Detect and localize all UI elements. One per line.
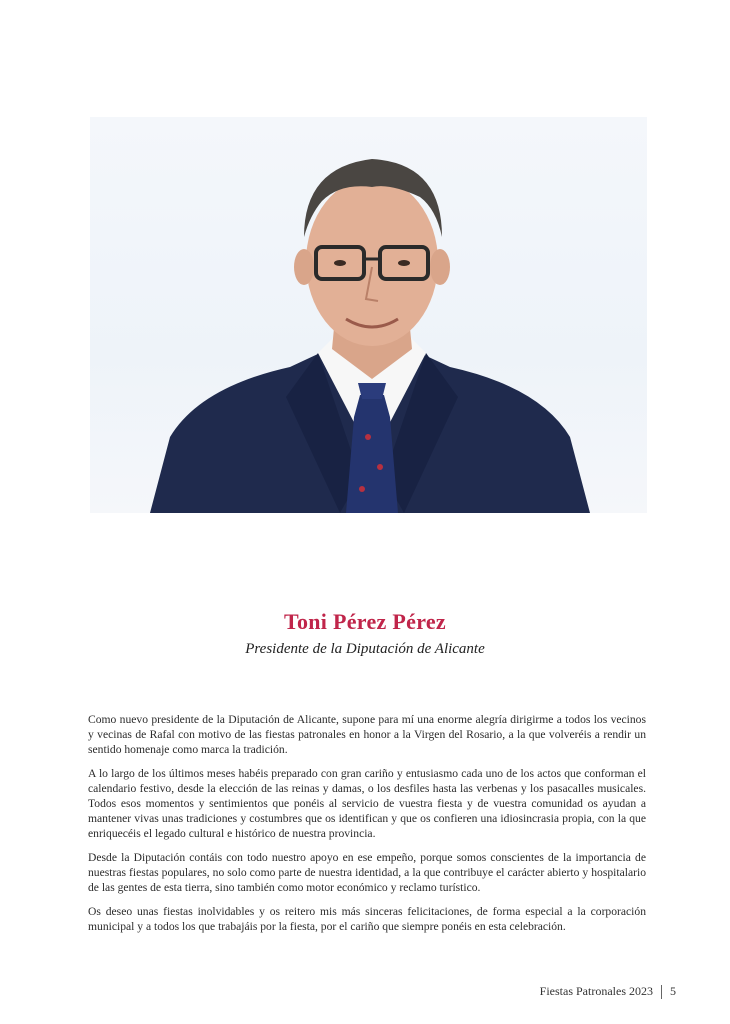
paragraph: A lo largo de los últimos meses habéis preparado con gran cariño y entusiasmo cada uno de los actos que conforman el calendario festivo, desde la elección de las reinas y damas, o los desfiles hasta las verbenas y los pasacalles musicales. Todos esos momentos y sentimientos que ponéis al servicio de vuestra fiesta y de vuestra comunidad os ayudan a mantener vivas unas tradiciones y costumbres que os identifican y que os confieren una idiosincrasia propia, con la que enriquecéis el legado cultural e histórico de nuestra provincia. bbox=[88, 767, 646, 840]
paragraph: Os deseo unas fiestas inolvidables y os reitero mis más sinceras felicitaciones, de forma especial a la corporación municipal y a todos los que trabajáis por la fiesta, por el cariño que siempre ponéis en esta celebración. bbox=[88, 905, 646, 933]
portrait-photo bbox=[90, 117, 647, 513]
paragraph: Desde la Diputación contáis con todo nuestro apoyo en ese empeño, porque somos conscientes de la importancia de nuestras fiestas populares, no solo como parte de nuestra identidad, a la que contribuye el carácter abierto y hospitalario de las gentes de esta tierra, sino también como motor económico y reclamo turístico. bbox=[88, 851, 646, 894]
person-role: Presidente de la Diputación de Alicante bbox=[245, 641, 485, 657]
footer-divider bbox=[661, 985, 662, 999]
publication-title: Fiestas Patronales 2023 bbox=[539, 984, 653, 998]
page-footer bbox=[540, 984, 676, 999]
letter-body bbox=[88, 712, 646, 943]
paragraph: Como nuevo presidente de la Diputación de Alicante, supone para mí una enorme alegría dirigirme a todos los vecinos y vecinas de Rafal con motivo de las fiestas patronales en honor a la Virgen del Rosario, a la que volveréis a rendir un sentido homenaje como marca la tradición. bbox=[88, 713, 646, 756]
person-name: Toni Pérez Pérez bbox=[283, 609, 446, 634]
portrait-illustration bbox=[90, 117, 647, 513]
page-number: 5 bbox=[670, 984, 676, 998]
